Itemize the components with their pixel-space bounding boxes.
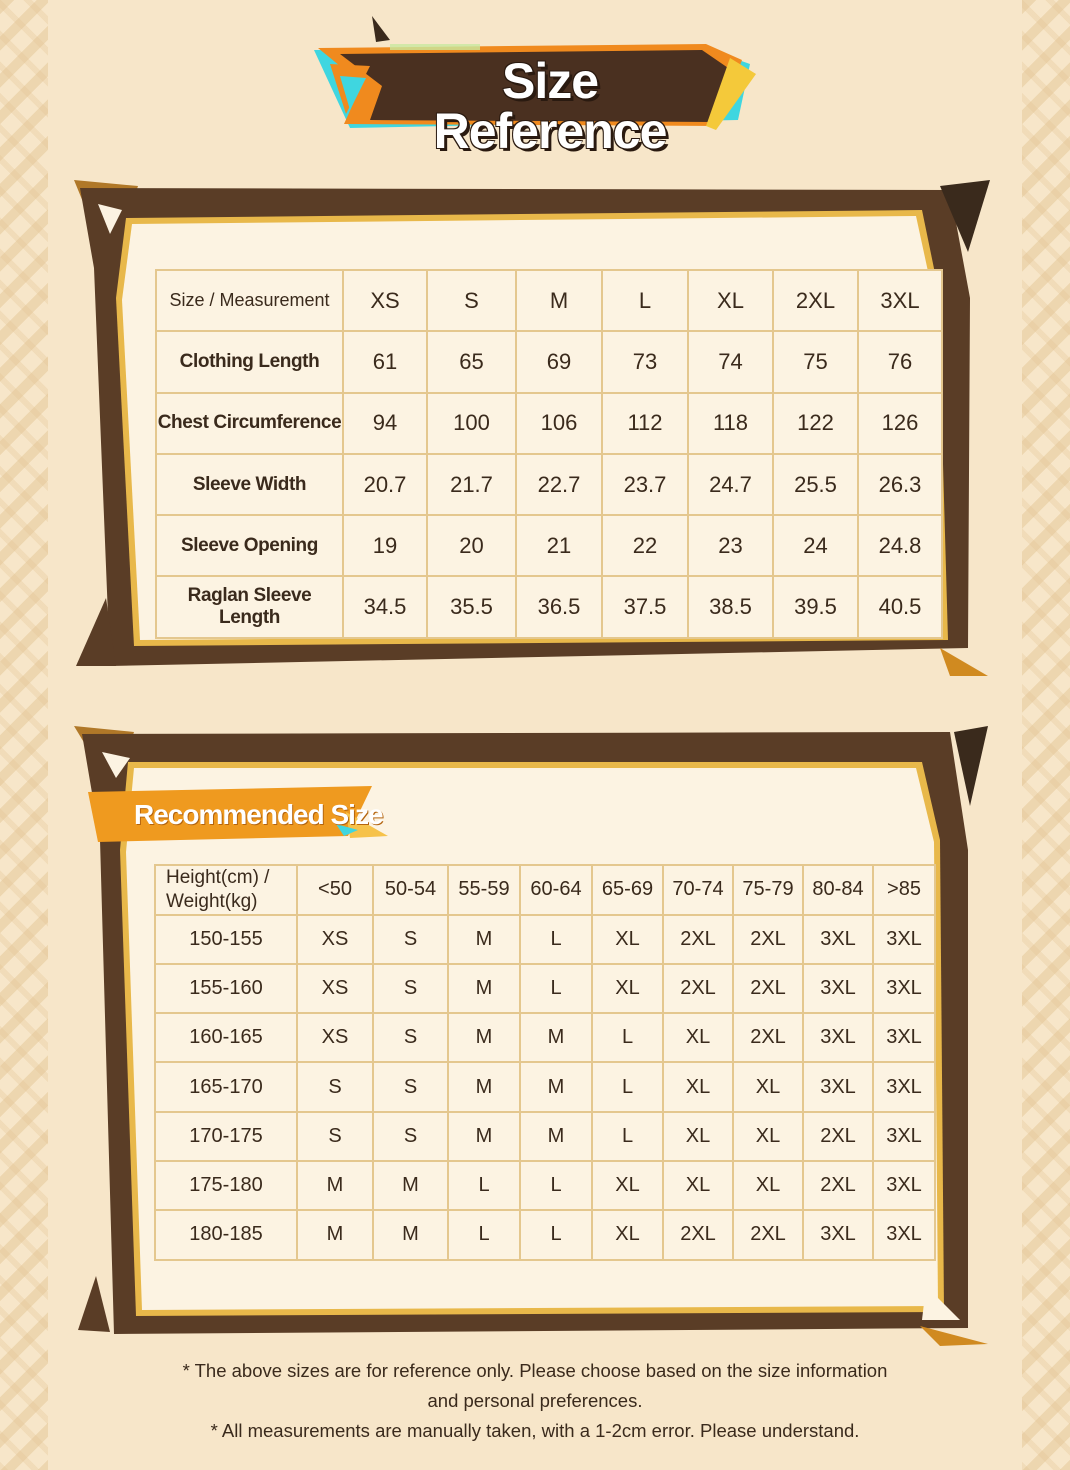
table-cell: L — [448, 1161, 520, 1210]
table-cell: 26.3 — [858, 454, 942, 515]
table-cell: 3XL — [873, 1161, 935, 1210]
table-row — [155, 915, 935, 964]
table-cell: S — [297, 1112, 373, 1161]
table-cell: 2XL — [733, 1210, 803, 1259]
table-cell: M — [448, 1062, 520, 1111]
right-border-pattern — [1022, 0, 1070, 1470]
table-cell: 3XL — [803, 1013, 873, 1062]
height-label: 155-160 — [155, 964, 297, 1013]
size-col-header: S — [427, 270, 516, 331]
table-cell: 2XL — [733, 1013, 803, 1062]
table-cell: 122 — [773, 393, 858, 454]
table-cell: 3XL — [873, 1210, 935, 1259]
measurement-label: Sleeve Opening — [156, 515, 343, 576]
page-title: Size Reference — [433, 53, 667, 159]
table-cell: 2XL — [803, 1161, 873, 1210]
table-cell: XL — [592, 1161, 663, 1210]
table-cell: 3XL — [873, 1013, 935, 1062]
table-cell: 2XL — [663, 915, 733, 964]
table-cell: S — [373, 1062, 448, 1111]
table-cell: 23 — [688, 515, 773, 576]
table-cell: L — [448, 1210, 520, 1259]
table-cell: 25.5 — [773, 454, 858, 515]
table-cell: 61 — [343, 331, 427, 392]
size-header-row — [156, 270, 942, 331]
footnotes — [120, 1356, 950, 1446]
table-cell: 100 — [427, 393, 516, 454]
size-col-header: XS — [343, 270, 427, 331]
table-cell: 37.5 — [602, 576, 688, 637]
table-cell: M — [373, 1210, 448, 1259]
table-cell: 21.7 — [427, 454, 516, 515]
table-cell: M — [448, 964, 520, 1013]
weight-col-header: 75-79 — [733, 865, 803, 915]
left-border-pattern — [0, 0, 48, 1470]
table-cell: 20.7 — [343, 454, 427, 515]
table-row — [156, 576, 942, 637]
table-cell: 35.5 — [427, 576, 516, 637]
table-cell: 118 — [688, 393, 773, 454]
weight-col-header: >85 — [873, 865, 935, 915]
table-cell: XL — [733, 1062, 803, 1111]
table-cell: XL — [592, 1210, 663, 1259]
table-cell: 38.5 — [688, 576, 773, 637]
table-cell: 3XL — [803, 1210, 873, 1259]
footnote-line: * All measurements are manually taken, with a 1-2cm error. Please understand. — [210, 1420, 860, 1441]
table-cell: 106 — [516, 393, 602, 454]
table-cell: 24.7 — [688, 454, 773, 515]
footnote-line: and personal preferences. — [427, 1390, 643, 1411]
title-banner — [310, 14, 760, 159]
corner-height-label: Height(cm) / — [166, 867, 270, 888]
measurement-label: Sleeve Width — [156, 454, 343, 515]
corner-weight-label: Weight(kg) — [166, 890, 258, 912]
table-row — [155, 1210, 935, 1259]
table-cell: M — [520, 1062, 592, 1111]
table-cell: XS — [297, 915, 373, 964]
table-cell: 3XL — [873, 1062, 935, 1111]
table-cell: M — [297, 1161, 373, 1210]
table-cell: 39.5 — [773, 576, 858, 637]
table-cell: 2XL — [663, 964, 733, 1013]
table-cell: 112 — [602, 393, 688, 454]
height-label: 175-180 — [155, 1161, 297, 1210]
table-cell: XL — [663, 1112, 733, 1161]
height-weight-corner-label — [155, 865, 297, 915]
table-cell: 24.8 — [858, 515, 942, 576]
height-label: 165-170 — [155, 1062, 297, 1111]
table-cell: XL — [592, 915, 663, 964]
table-cell: 21 — [516, 515, 602, 576]
table-cell: S — [373, 1013, 448, 1062]
table-cell: 3XL — [873, 915, 935, 964]
height-label: 150-155 — [155, 915, 297, 964]
table-cell: M — [297, 1210, 373, 1259]
table-cell: XL — [663, 1161, 733, 1210]
weight-col-header: 70-74 — [663, 865, 733, 915]
height-label: 170-175 — [155, 1112, 297, 1161]
weight-col-header: 65-69 — [592, 865, 663, 915]
size-col-header: L — [602, 270, 688, 331]
size-col-header: M — [516, 270, 602, 331]
table-row — [155, 1013, 935, 1062]
table-cell: L — [592, 1013, 663, 1062]
table-cell: L — [592, 1112, 663, 1161]
table-row — [155, 964, 935, 1013]
table-cell: XL — [592, 964, 663, 1013]
table-cell: 24 — [773, 515, 858, 576]
size-reference-table — [155, 269, 943, 639]
table-cell: 3XL — [803, 915, 873, 964]
table-cell: M — [520, 1013, 592, 1062]
table-cell: 40.5 — [858, 576, 942, 637]
table-row — [156, 331, 942, 392]
table-cell: 2XL — [803, 1112, 873, 1161]
table-cell: M — [520, 1112, 592, 1161]
table-cell: M — [448, 1013, 520, 1062]
table-cell: 23.7 — [602, 454, 688, 515]
table-row — [155, 1112, 935, 1161]
table-cell: XL — [733, 1161, 803, 1210]
table-cell: M — [448, 915, 520, 964]
table-cell: 76 — [858, 331, 942, 392]
table-row — [156, 454, 942, 515]
weight-col-header: 60-64 — [520, 865, 592, 915]
height-label: 180-185 — [155, 1210, 297, 1259]
table-cell: S — [297, 1062, 373, 1111]
table-cell: 3XL — [803, 1062, 873, 1111]
table-cell: XL — [663, 1062, 733, 1111]
table-cell: 19 — [343, 515, 427, 576]
table-cell: 20 — [427, 515, 516, 576]
table-cell: L — [520, 1210, 592, 1259]
table-cell: 2XL — [733, 915, 803, 964]
table-cell: L — [520, 1161, 592, 1210]
table-cell: 22.7 — [516, 454, 602, 515]
table-cell: 3XL — [803, 964, 873, 1013]
measurement-label: Clothing Length — [156, 331, 343, 392]
recommended-size-label-banner — [88, 786, 398, 846]
weight-col-header: 55-59 — [448, 865, 520, 915]
table-cell: S — [373, 1112, 448, 1161]
size-col-header: 2XL — [773, 270, 858, 331]
table-cell: XS — [297, 964, 373, 1013]
footnote-line: * The above sizes are for reference only. Please choose based on the size information — [182, 1360, 888, 1381]
table-cell: 65 — [427, 331, 516, 392]
table-cell: XL — [733, 1112, 803, 1161]
weight-col-header: 80-84 — [803, 865, 873, 915]
table-cell: 94 — [343, 393, 427, 454]
recommended-size-table — [154, 864, 936, 1261]
size-col-header: XL — [688, 270, 773, 331]
table-row — [155, 1062, 935, 1111]
table-cell: XS — [297, 1013, 373, 1062]
table-cell: 74 — [688, 331, 773, 392]
table-row — [156, 515, 942, 576]
table-cell: L — [520, 915, 592, 964]
table-cell: 73 — [602, 331, 688, 392]
weight-col-header: 50-54 — [373, 865, 448, 915]
table-cell: 3XL — [873, 964, 935, 1013]
height-label: 160-165 — [155, 1013, 297, 1062]
size-col-header: 3XL — [858, 270, 942, 331]
table-cell: 69 — [516, 331, 602, 392]
table-cell: L — [520, 964, 592, 1013]
table-cell: M — [373, 1161, 448, 1210]
table-cell: 36.5 — [516, 576, 602, 637]
measurement-label: Raglan Sleeve Length — [156, 576, 343, 637]
recommended-size-title: Recommended Size — [134, 799, 383, 830]
weight-col-header: <50 — [297, 865, 373, 915]
weight-header-row — [155, 865, 935, 915]
size-table-corner-label: Size / Measurement — [156, 270, 343, 331]
table-cell: M — [448, 1112, 520, 1161]
measurement-label: Chest Circumference — [156, 393, 343, 454]
table-cell: 22 — [602, 515, 688, 576]
table-row — [155, 1161, 935, 1210]
table-cell: L — [592, 1062, 663, 1111]
table-cell: 34.5 — [343, 576, 427, 637]
table-cell: 3XL — [873, 1112, 935, 1161]
table-cell: 2XL — [663, 1210, 733, 1259]
table-cell: S — [373, 964, 448, 1013]
table-cell: XL — [663, 1013, 733, 1062]
table-cell: 126 — [858, 393, 942, 454]
table-cell: 2XL — [733, 964, 803, 1013]
table-row — [156, 393, 942, 454]
table-cell: 75 — [773, 331, 858, 392]
table-cell: S — [373, 915, 448, 964]
